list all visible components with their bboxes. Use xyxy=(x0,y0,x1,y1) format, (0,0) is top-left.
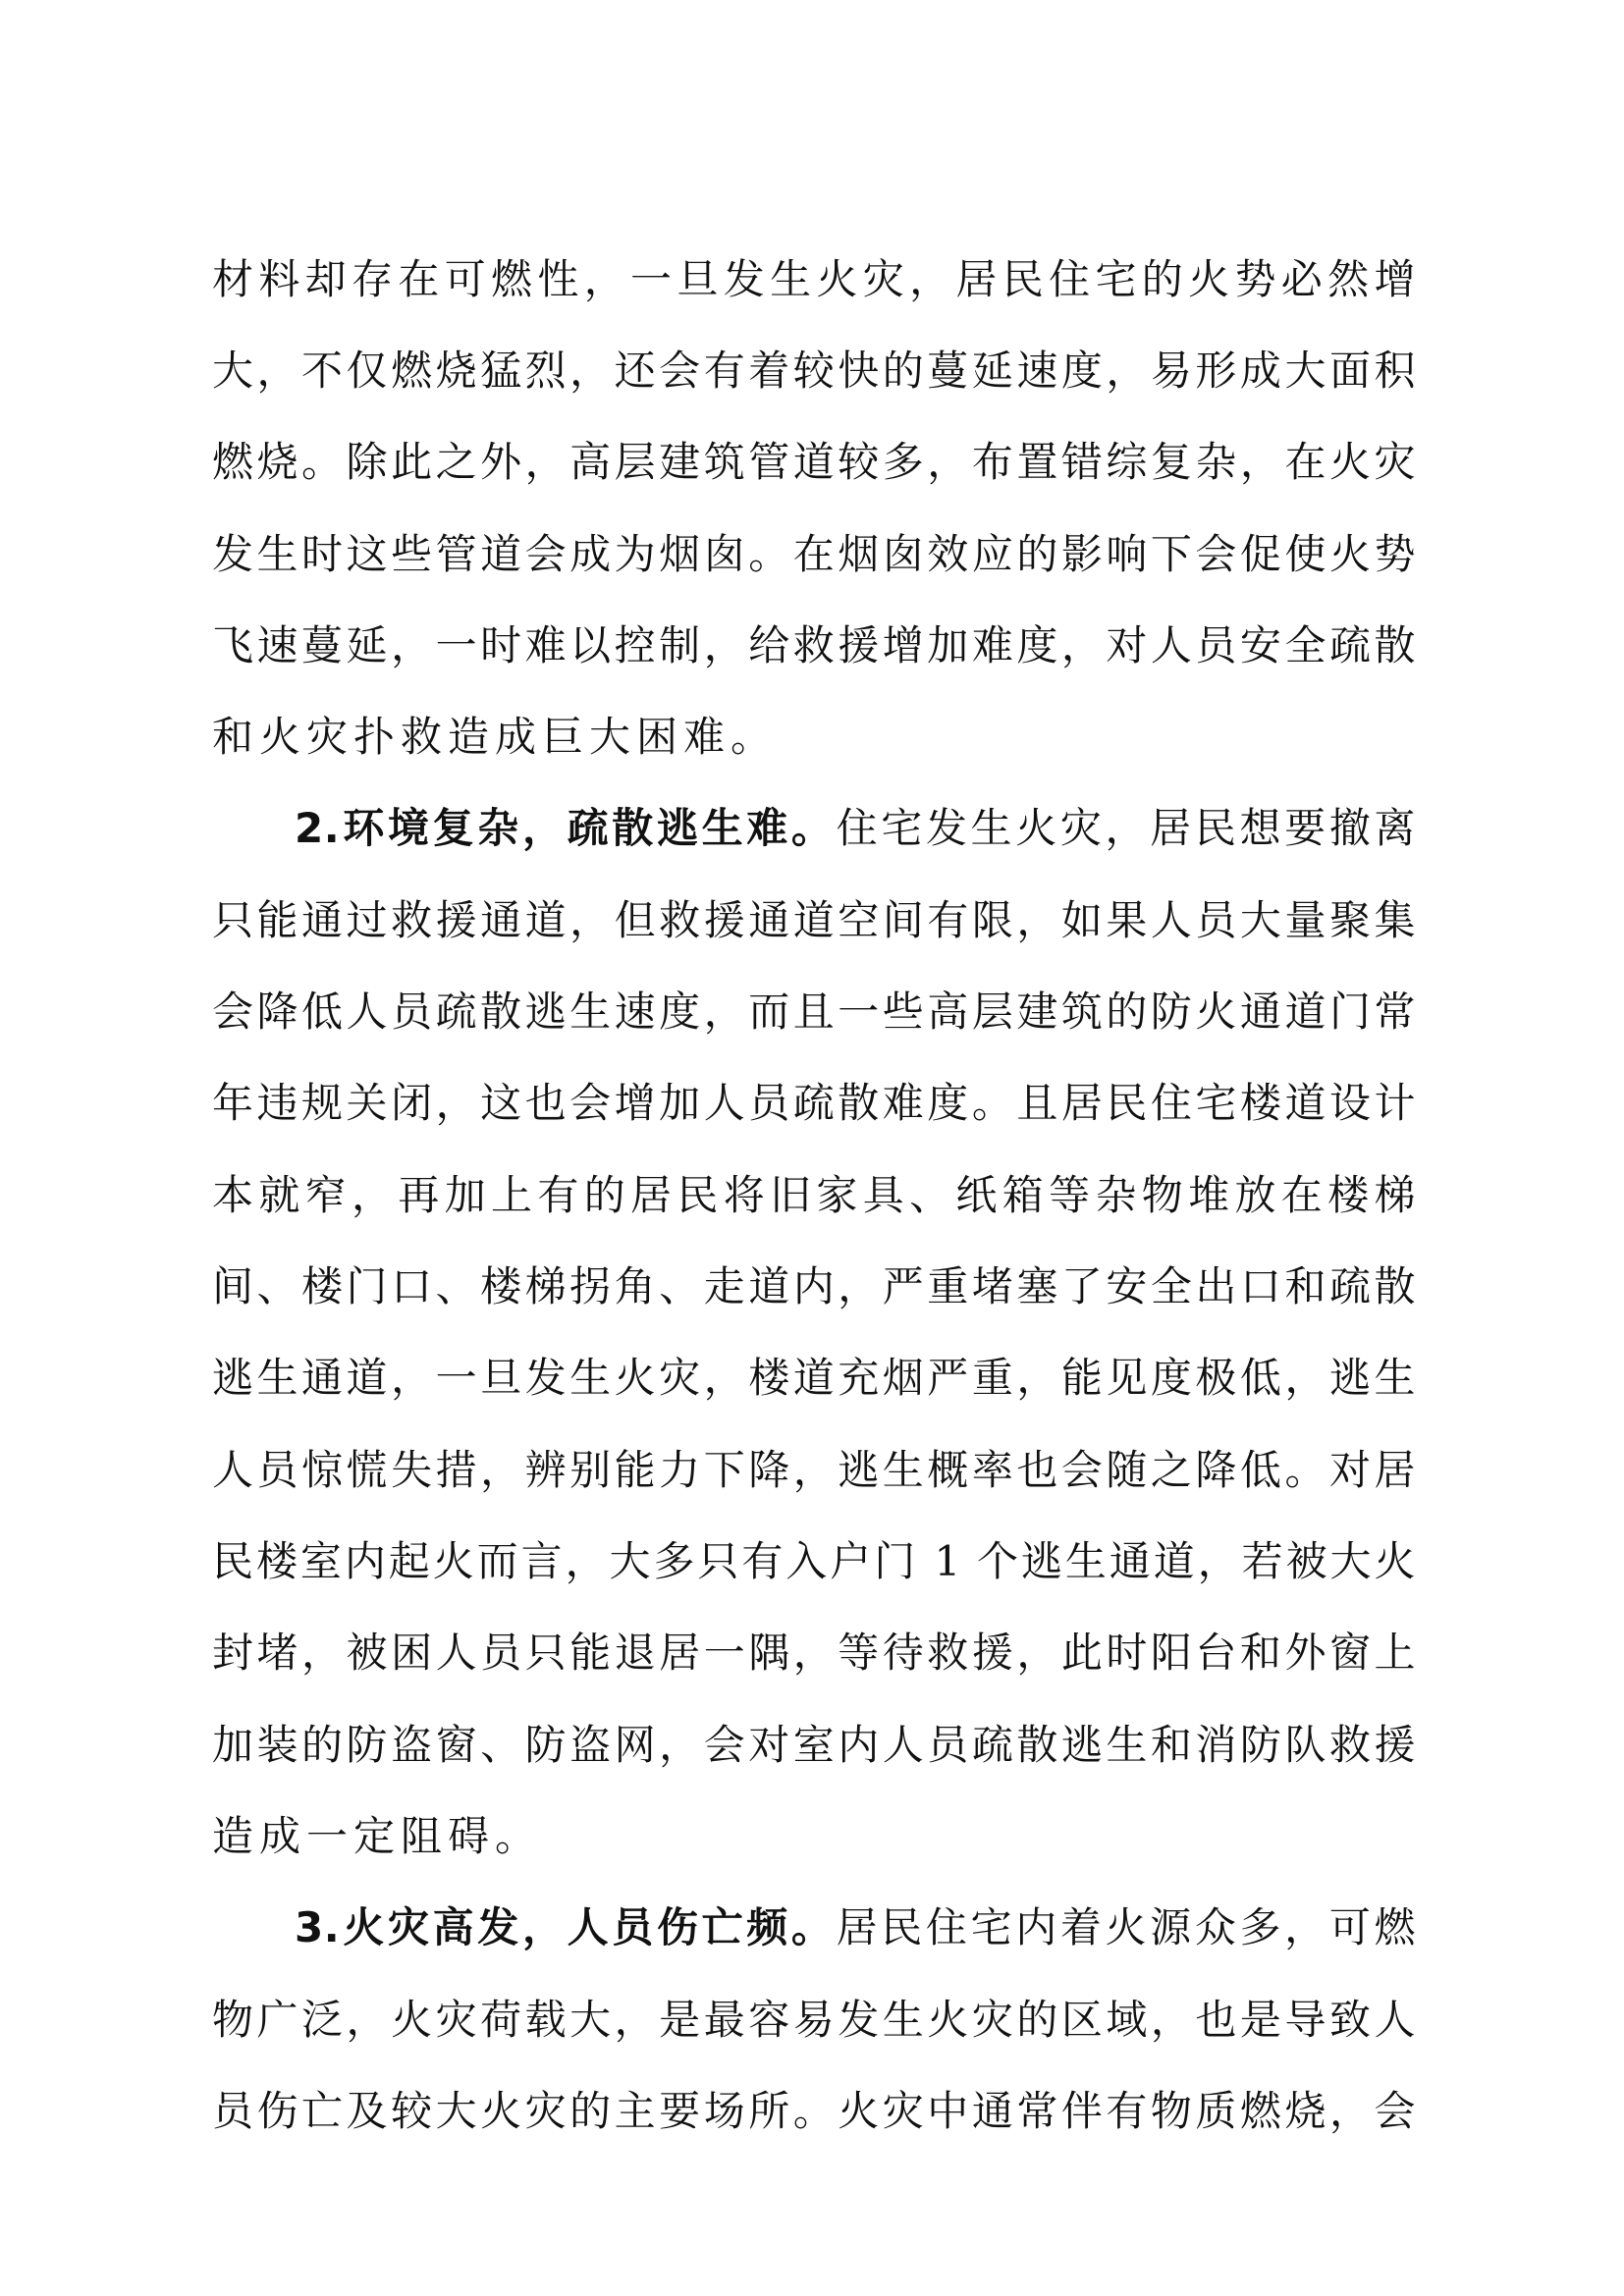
paragraph-2-line-11: 加装的防盗窗、防盗网，会对室内人员疏散逃生和消防队救援 xyxy=(212,1721,1416,1769)
paragraph-2-line-6: 间、楼门口、楼梯拐角、走道内，严重堵塞了安全出口和疏散 xyxy=(212,1262,1416,1310)
paragraph-3-first-line-text: 居民住宅内着火源众多，可燃 xyxy=(836,1903,1416,1951)
paragraph-2-line-5: 本就窄，再加上有的居民将旧家具、纸箱等杂物堆放在楼梯 xyxy=(212,1171,1416,1219)
paragraph-2-line-4: 年违规关闭，这也会增加人员疏散难度。且居民住宅楼道设计 xyxy=(212,1079,1416,1127)
paragraph-1-line-5: 飞速蔓延，一时难以控制，给救援增加难度，对人员安全疏散 xyxy=(212,621,1416,669)
paragraph-1-line-6: 和火灾扑救造成巨大困难。 xyxy=(212,713,779,761)
paragraph-2-first-line xyxy=(295,782,1416,875)
paragraph-3-first-line xyxy=(295,1882,1416,1974)
paragraph-1-line-4: 发生时这些管道会成为烟囱。在烟囱效应的影响下会促使火势 xyxy=(212,530,1416,578)
section-heading-2: 2.环境复杂，疏散逃生难。 xyxy=(295,804,837,852)
paragraph-2-line-12: 造成一定阻碍。 xyxy=(212,1812,543,1860)
paragraph-3-line-3: 员伤亡及较大火灾的主要场所。火灾中通常伴有物质燃烧，会 xyxy=(212,2087,1416,2135)
paragraph-1-line-1: 材料却存在可燃性，一旦发生火灾，居民住宅的火势必然增 xyxy=(212,255,1416,303)
paragraph-3-line-2: 物广泛，火灾荷载大，是最容易发生火灾的区域，也是导致人 xyxy=(212,1996,1416,2044)
paragraph-2-line-8: 人员惊慌失措，辨别能力下降，逃生概率也会随之降低。对居 xyxy=(212,1446,1416,1494)
paragraph-2-line-2: 只能通过救援通道，但救援通道空间有限，如果人员大量聚集 xyxy=(212,896,1416,944)
paragraph-2-line-7: 逃生通道，一旦发生火灾，楼道充烟严重，能见度极低，逃生 xyxy=(212,1354,1416,1402)
paragraph-1-line-3: 燃烧。除此之外，高层建筑管道较多，布置错综复杂，在火灾 xyxy=(212,438,1416,486)
paragraph-2-line-3: 会降低人员疏散逃生速度，而且一些高层建筑的防火通道门常 xyxy=(212,988,1416,1036)
paragraph-2-line-10: 封堵，被困人员只能退居一隅，等待救援，此时阳台和外窗上 xyxy=(212,1629,1416,1677)
section-heading-3: 3.火灾高发，人员伤亡频。 xyxy=(295,1903,837,1951)
paragraph-2-line-9: 民楼室内起火而言，大多只有入户门 1 个逃生通道，若被大火 xyxy=(212,1537,1416,1585)
paragraph-2-first-line-text: 住宅发生火灾，居民想要撤离 xyxy=(836,804,1416,852)
paragraph-1-line-2: 大，不仅燃烧猛烈，还会有着较快的蔓延速度，易形成大面积 xyxy=(212,347,1416,395)
